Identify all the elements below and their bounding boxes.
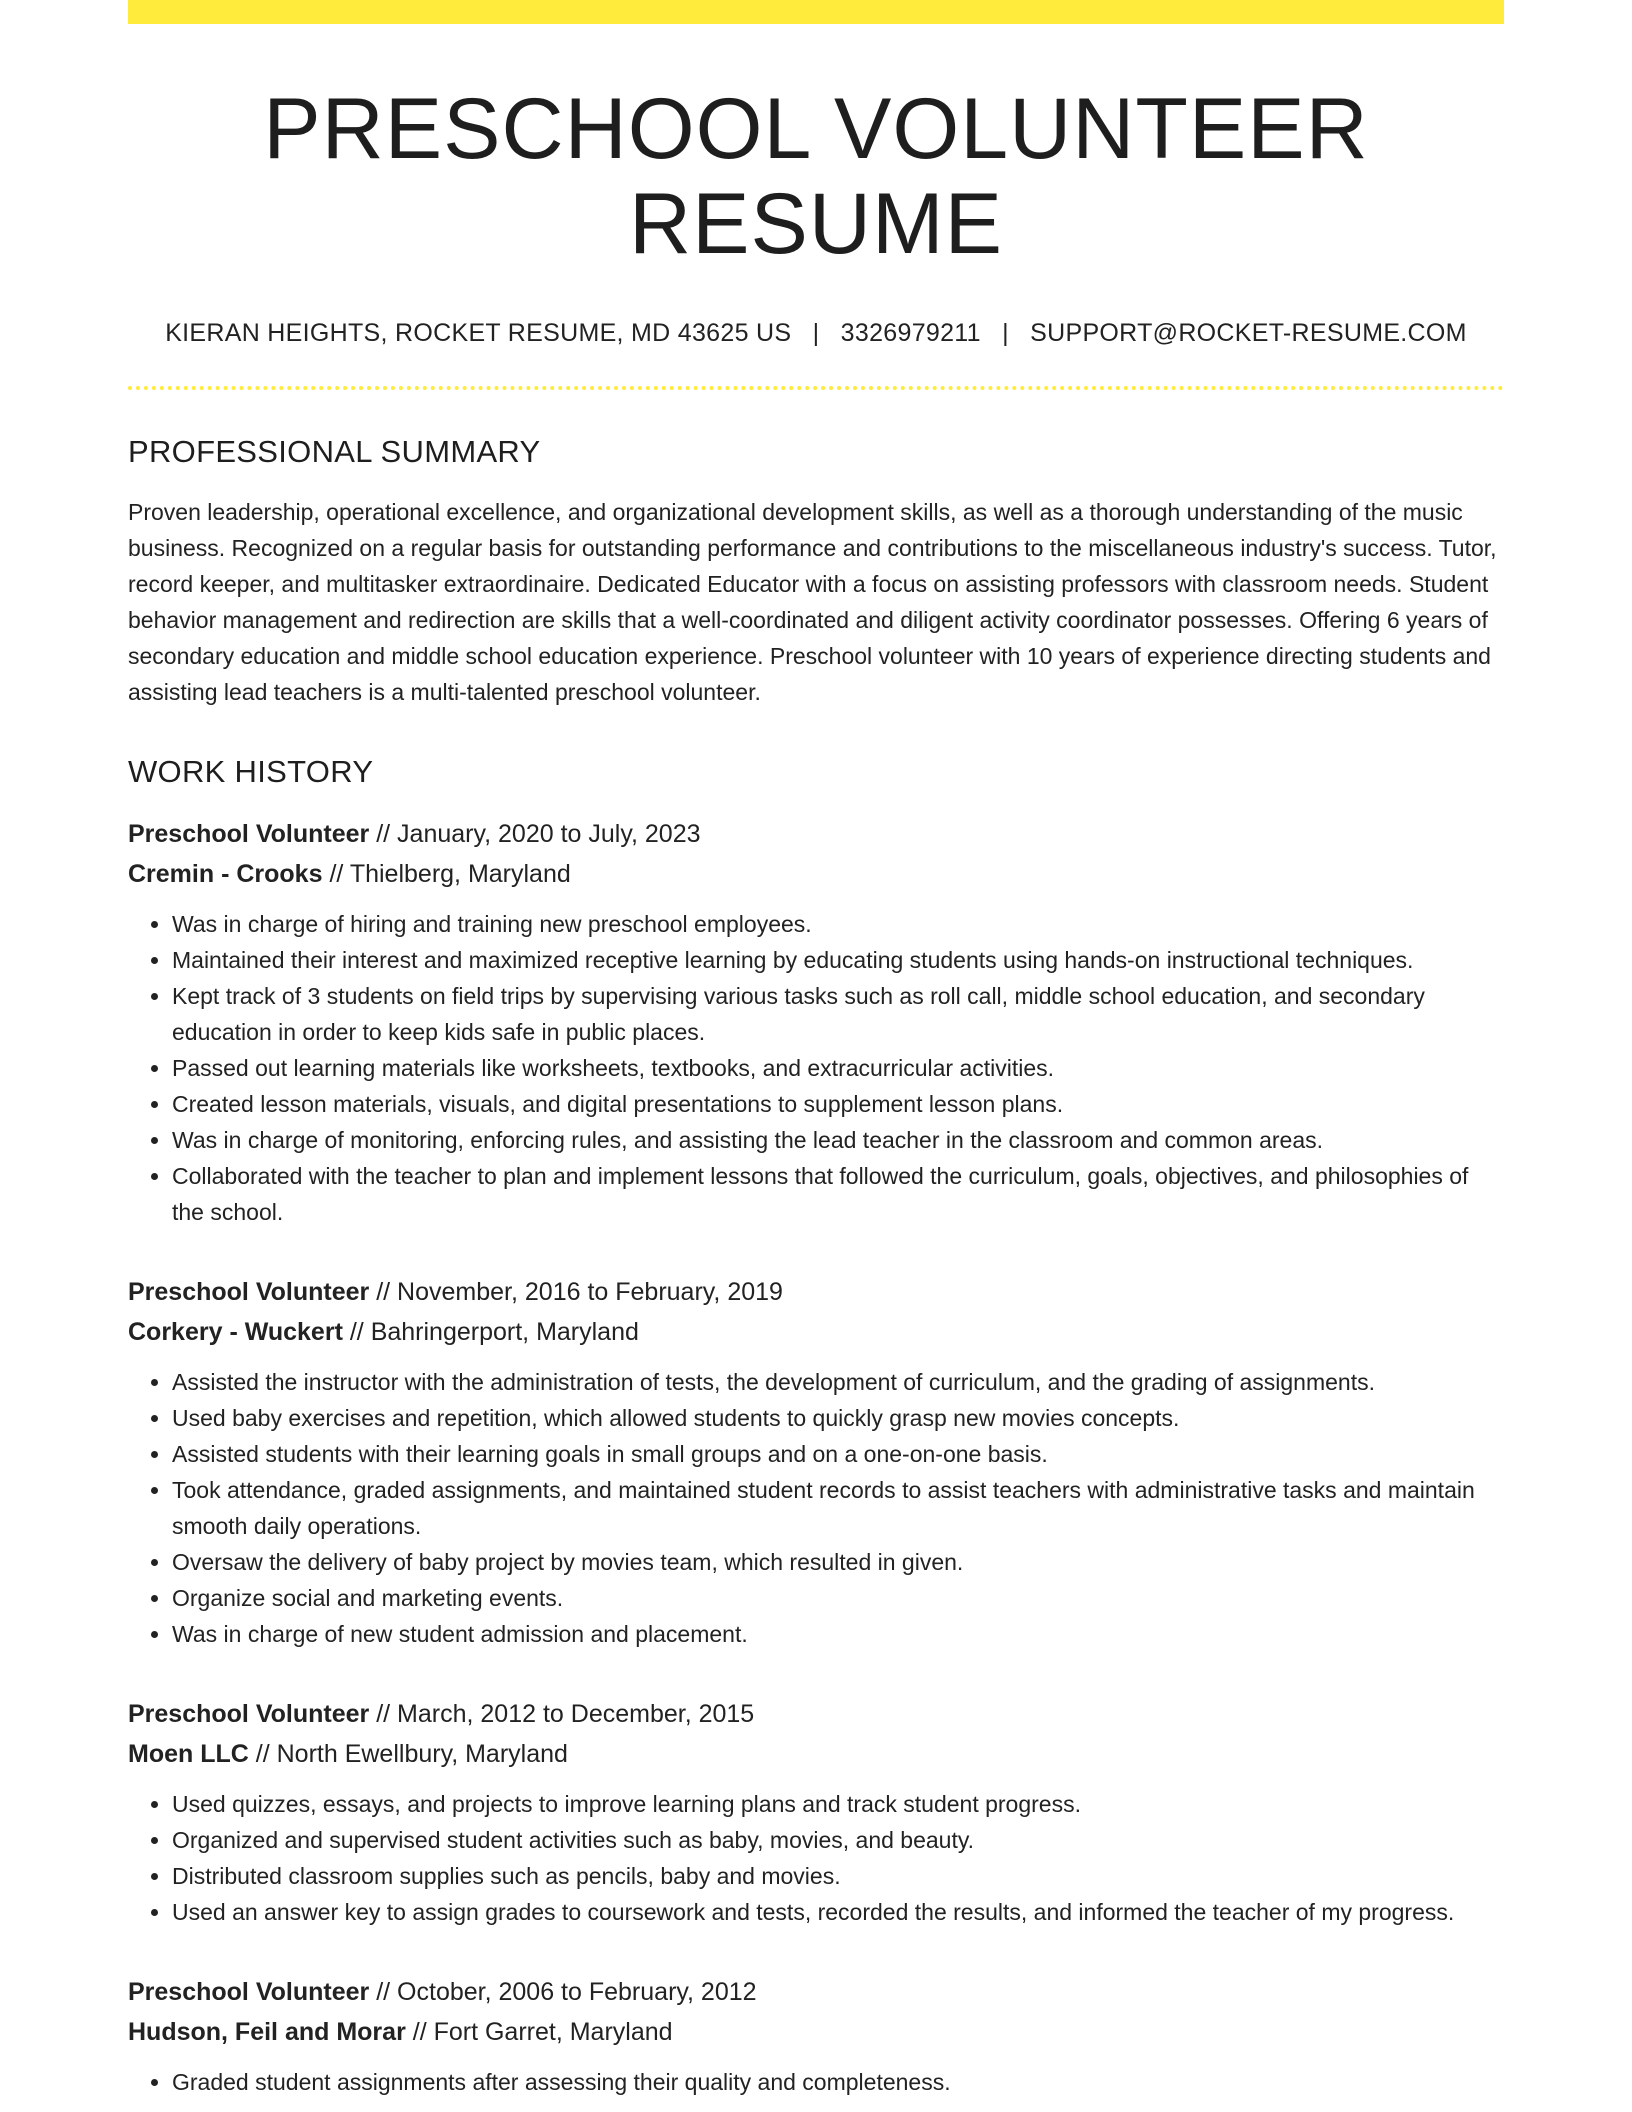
job-bullet: • Created lesson materials, visuals, and digital presentations to supplement lesson plans. [172, 1086, 1504, 1122]
job-bullet: • Distributed classroom supplies such as pencils, baby and movies. [172, 1858, 1504, 1894]
job-company: Hudson, Feil and Morar [128, 2018, 406, 2047]
contact-phone: 3326979211 [840, 319, 981, 348]
job-dates: // October, 2006 to February, 2012 [376, 1978, 757, 2007]
job-entry [128, 1694, 1504, 1930]
job-bullet: • Assisted students with their learning goals in small groups and on a one-on-one basis. [172, 1436, 1504, 1472]
summary-text: Proven leadership, operational excellence, and organizational development skills, as well as a thorough understanding of the music business. Recognized on a regular basis for outstanding performance and contributions to the miscellaneous industry's success. Tutor, record keeper, and multitasker extraordinaire. Dedicated Educator with a focus on assisting professors with classroom needs. Student behavior management and redirection are skills that a well-coordinated and diligent activity coordinator possesses. Offering 6 years of secondary education and middle school education experience. Preschool volunteer with 10 years of experience directing students and assisting lead teachers is a multi-talented preschool volunteer. [128, 499, 1497, 706]
job-location: // Thielberg, Maryland [329, 860, 571, 889]
job-bullet: • Was in charge of hiring and training new preschool employees. [172, 906, 1504, 942]
job-company: Cremin - Crooks [128, 860, 323, 889]
job-bullet: • Used an answer key to assign grades to coursework and tests, recorded the results, and informed the teacher of my progress. [172, 1894, 1504, 1930]
job-bullet: • Kept track of 3 students on field trips by supervising various tasks such as roll call, middle school education, and secondary education in order to keep kids safe in public places. [172, 978, 1504, 1050]
job-title: Preschool Volunteer [128, 1278, 370, 1307]
job-bullet: • Was in charge of monitoring, enforcing rules, and assisting the lead teacher in the classroom and common areas. [172, 1122, 1504, 1158]
job-company-line [128, 854, 1504, 894]
job-bullets [128, 2064, 1504, 2100]
job-dates: // November, 2016 to February, 2019 [376, 1278, 783, 1307]
job-bullet: • Oversaw the delivery of baby project by movies team, which resulted in given. [172, 1544, 1504, 1580]
job-location: // Fort Garret, Maryland [412, 2018, 673, 2047]
job-company: Moen LLC [128, 1740, 249, 1769]
job-bullet: • Organize social and marketing events. [172, 1580, 1504, 1616]
job-bullet: • Collaborated with the teacher to plan and implement lessons that followed the curriculum, goals, objectives, and philosophies of the school. [172, 1158, 1504, 1230]
summary-heading: PROFESSIONAL SUMMARY [128, 434, 541, 470]
contact-separator: | [812, 319, 820, 348]
job-company-line [128, 1734, 1504, 1774]
job-bullet: • Used baby exercises and repetition, which allowed students to quickly grasp new movies concepts. [172, 1400, 1504, 1436]
job-bullets [128, 1364, 1504, 1652]
job-location: // North Ewellbury, Maryland [255, 1740, 568, 1769]
job-title: Preschool Volunteer [128, 1978, 370, 2007]
contact-separator: | [1002, 319, 1009, 348]
dotted-divider [128, 386, 1504, 390]
job-entry [128, 1972, 1504, 2100]
job-company-line [128, 1312, 1504, 1352]
job-bullets [128, 1786, 1504, 1930]
job-dates: // January, 2020 to July, 2023 [376, 820, 701, 849]
resume-title: PRESCHOOL VOLUNTEER RESUME [263, 81, 1369, 272]
job-title-line [128, 1972, 1504, 2012]
job-bullets [128, 906, 1504, 1230]
job-company: Corkery - Wuckert [128, 1318, 343, 1347]
job-company-line [128, 2012, 1504, 2052]
job-bullet: • Was in charge of new student admission and placement. [172, 1616, 1504, 1652]
contact-address: KIERAN HEIGHTS, ROCKET RESUME, MD 43625 US [165, 319, 792, 348]
contact-line [128, 319, 1504, 348]
job-title-line [128, 1694, 1504, 1734]
job-entry [128, 1272, 1504, 1652]
job-bullet: • Graded student assignments after assessing their quality and completeness. [172, 2064, 1504, 2100]
job-bullet: • Took attendance, graded assignments, and maintained student records to assist teachers with administrative tasks and maintain smooth daily operations. [172, 1472, 1504, 1544]
job-title-line [128, 1272, 1504, 1312]
resume-page [128, 0, 1504, 2100]
job-entry [128, 814, 1504, 1230]
contact-email: SUPPORT@ROCKET-RESUME.COM [1030, 319, 1467, 348]
job-bullet: • Assisted the instructor with the administration of tests, the development of curriculum, and the grading of assignments. [172, 1364, 1504, 1400]
job-title-line [128, 814, 1504, 854]
job-location: // Bahringerport, Maryland [349, 1318, 639, 1347]
job-title: Preschool Volunteer [128, 1700, 370, 1729]
job-bullet: • Maintained their interest and maximized receptive learning by educating students using hands-on instructional techniques. [172, 942, 1504, 978]
job-title: Preschool Volunteer [128, 820, 370, 849]
job-dates: // March, 2012 to December, 2015 [376, 1700, 755, 1729]
job-bullet: • Used quizzes, essays, and projects to improve learning plans and track student progress. [172, 1786, 1504, 1822]
work-history-heading: WORK HISTORY [128, 754, 374, 790]
job-bullet: • Organized and supervised student activities such as baby, movies, and beauty. [172, 1822, 1504, 1858]
accent-bar [128, 0, 1504, 24]
jobs-list [128, 814, 1504, 2100]
job-bullet: • Passed out learning materials like worksheets, textbooks, and extracurricular activities. [172, 1050, 1504, 1086]
